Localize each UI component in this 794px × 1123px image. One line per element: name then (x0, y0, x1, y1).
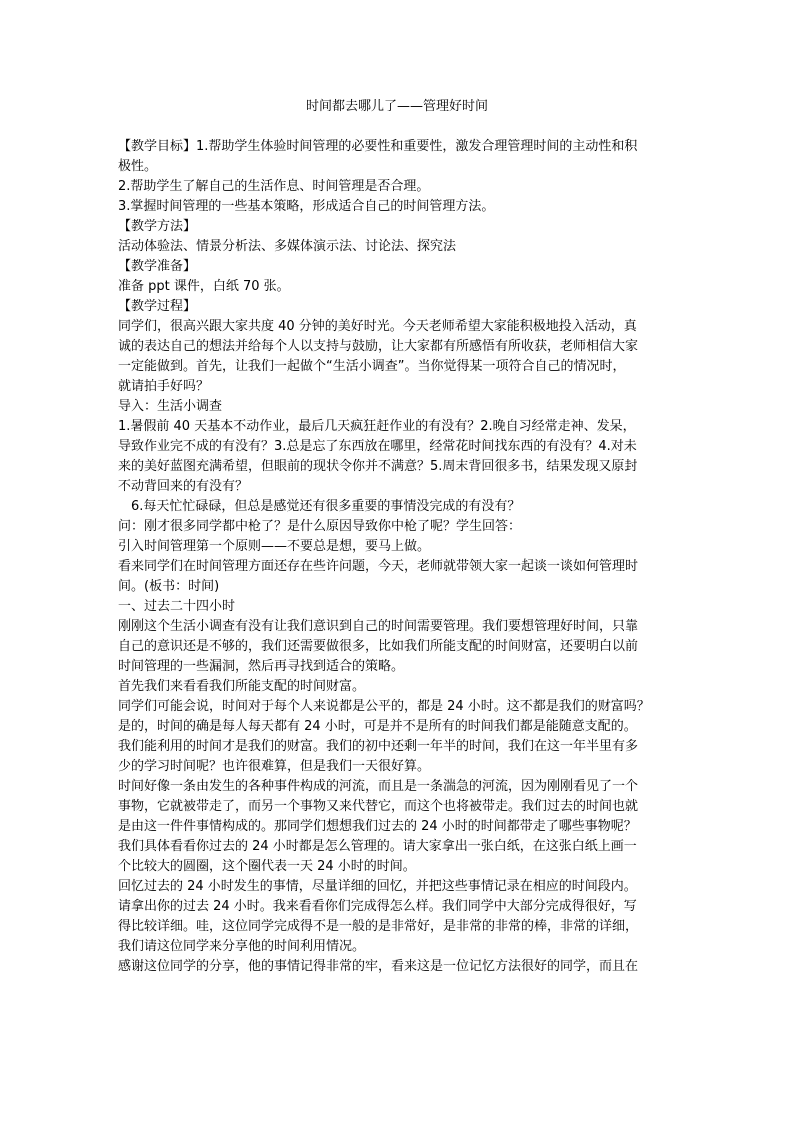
text-line: 少的学习时间呢？也许很难算，但是我们一天很好算。 (118, 759, 431, 774)
text-line: 事物，它就被带走了，而另一个事物又来代替它，而这个也将被带走。我们过去的时间也就 (118, 799, 639, 814)
text-line: 时间好像一条由发生的各种事件构成的河流，而且是一条湍急的河流，因为刚刚看见了一个 (118, 779, 639, 794)
text-line: 导入：生活小调查 (118, 399, 223, 414)
section-heading: 【教学方法】 (118, 219, 197, 234)
text-line: 一定能做到。首先，让我们一起做个“生活小调查”。当你觉得某一项符合自己的情况时， (118, 359, 626, 374)
text-line: 【教学目标】1.帮助学生体验时间管理的必要性和重要性，激发合理管理时间的主动性和积 (118, 139, 638, 154)
text-line: 准备 ppt 课件，白纸 70 张。 (118, 279, 290, 294)
text-line: 刚刚这个生活小调查有没有让我们意识到自己的时间需要管理。我们要想管理好时间，只靠 (118, 619, 639, 634)
text-line: 我们能利用的时间才是我们的财富。我们的初中还剩一年半的时间，我们在这一年半里有多 (118, 739, 639, 754)
text-line: 个比较大的圆圈，这个圈代表一天 24 小时的时间。 (118, 859, 416, 874)
text-line: 1.暑假前 40 天基本不动作业，最后几天疯狂赶作业的有没有？2.晚自习经常走神、发呆， (118, 419, 636, 434)
document-title: 时间都去哪儿了——管理好时间 (305, 99, 488, 114)
text-line: 诚的表达自己的想法并给每个人以支持与鼓励，让大家都有所感悟有所收获，老师相信大家 (118, 339, 639, 354)
text-line: 我们具体看看你过去的 24 小时都是怎么管理的。请大家拿出一张白纸，在这张白纸上画一 (118, 839, 637, 854)
text-line: 是的，时间的确是每人每天都有 24 小时，可是并不是所有的时间我们都是能随意支配的。 (118, 719, 637, 734)
text-line: 3.掌握时间管理的一些基本策略，形成适合自己的时间管理方法。 (118, 199, 495, 214)
text-line: 自己的意识还是不够的，我们还需要做很多，比如我们所能支配的时间财富，还要明白以前 (118, 639, 639, 654)
text-line: 就请拍手好吗？ (118, 379, 210, 394)
text-line: 得比较详细。哇，这位同学完成得不是一般的是非常好，是非常的非常的棒，非常的详细， (118, 919, 639, 934)
text-line: 活动体验法、情景分析法、多媒体演示法、讨论法、探究法 (118, 239, 457, 254)
text-line: 我们请这位同学来分享他的时间利用情况。 (118, 939, 366, 954)
text-line: 同学们可能会说，时间对于每个人来说都是公平的，都是 24 小时。这不都是我们的财富吗？ (118, 699, 650, 714)
section-heading: 【教学过程】 (118, 299, 197, 314)
text-line: 时间管理的一些漏洞，然后再寻找到适合的策略。 (118, 659, 405, 674)
text-line: 是由这一件件事情构成的。那同学们想想我们过去的 24 小时的时间都带走了哪些事物呢？ (118, 819, 637, 834)
text-line: 导致作业完不成的有没有？3.总是忘了东西放在哪里，经常花时间找东西的有没有？4.对未 (118, 439, 637, 454)
text-line: 看来同学们在时间管理方面还存在些许问题，今天，老师就带领大家一起谈一谈如何管理时 (118, 559, 639, 574)
text-line: 2.帮助学生了解自己的生活作息、时间管理是否合理。 (118, 179, 430, 194)
text-line: 同学们，很高兴跟大家共度 40 分钟的美好时光。今天老师希望大家能积极地投入活动，真 (118, 319, 637, 334)
section-heading: 一、过去二十四小时 (118, 599, 236, 614)
text-line: 引入时间管理第一个原则——不要总是想，要马上做。 (118, 539, 431, 554)
text-line: 请拿出你的过去 24 小时。我来看看你们完成得怎么样。我们同学中大部分完成得很好，写 (118, 899, 637, 914)
text-line: 感谢这位同学的分享，他的事情记得非常的牢，看来这是一位记忆方法很好的同学，而且在 (118, 959, 639, 974)
text-line: 极性。 (118, 159, 158, 174)
text-line: 不动背回来的有没有？ (118, 479, 249, 494)
text-line: 问：刚才很多同学都中枪了？是什么原因导致你中枪了呢？学生回答： (118, 519, 522, 534)
section-heading: 【教学准备】 (118, 259, 197, 274)
document-body (118, 137, 683, 977)
text-line: 间。(板书：时间) (118, 579, 220, 594)
text-line: 回忆过去的 24 小时发生的事情，尽量详细的回忆，并把这些事情记录在相应的时间段内。 (118, 879, 637, 894)
text-line: 首先我们来看看我们所能支配的时间财富。 (118, 679, 366, 694)
text-line: 来的美好蓝图充满希望，但眼前的现状令你并不满意？5.周末背回很多书，结果发现又原封 (118, 459, 638, 474)
text-line: 6.每天忙忙碌碌，但总是感觉还有很多重要的事情没完成的有没有？ (131, 499, 521, 514)
